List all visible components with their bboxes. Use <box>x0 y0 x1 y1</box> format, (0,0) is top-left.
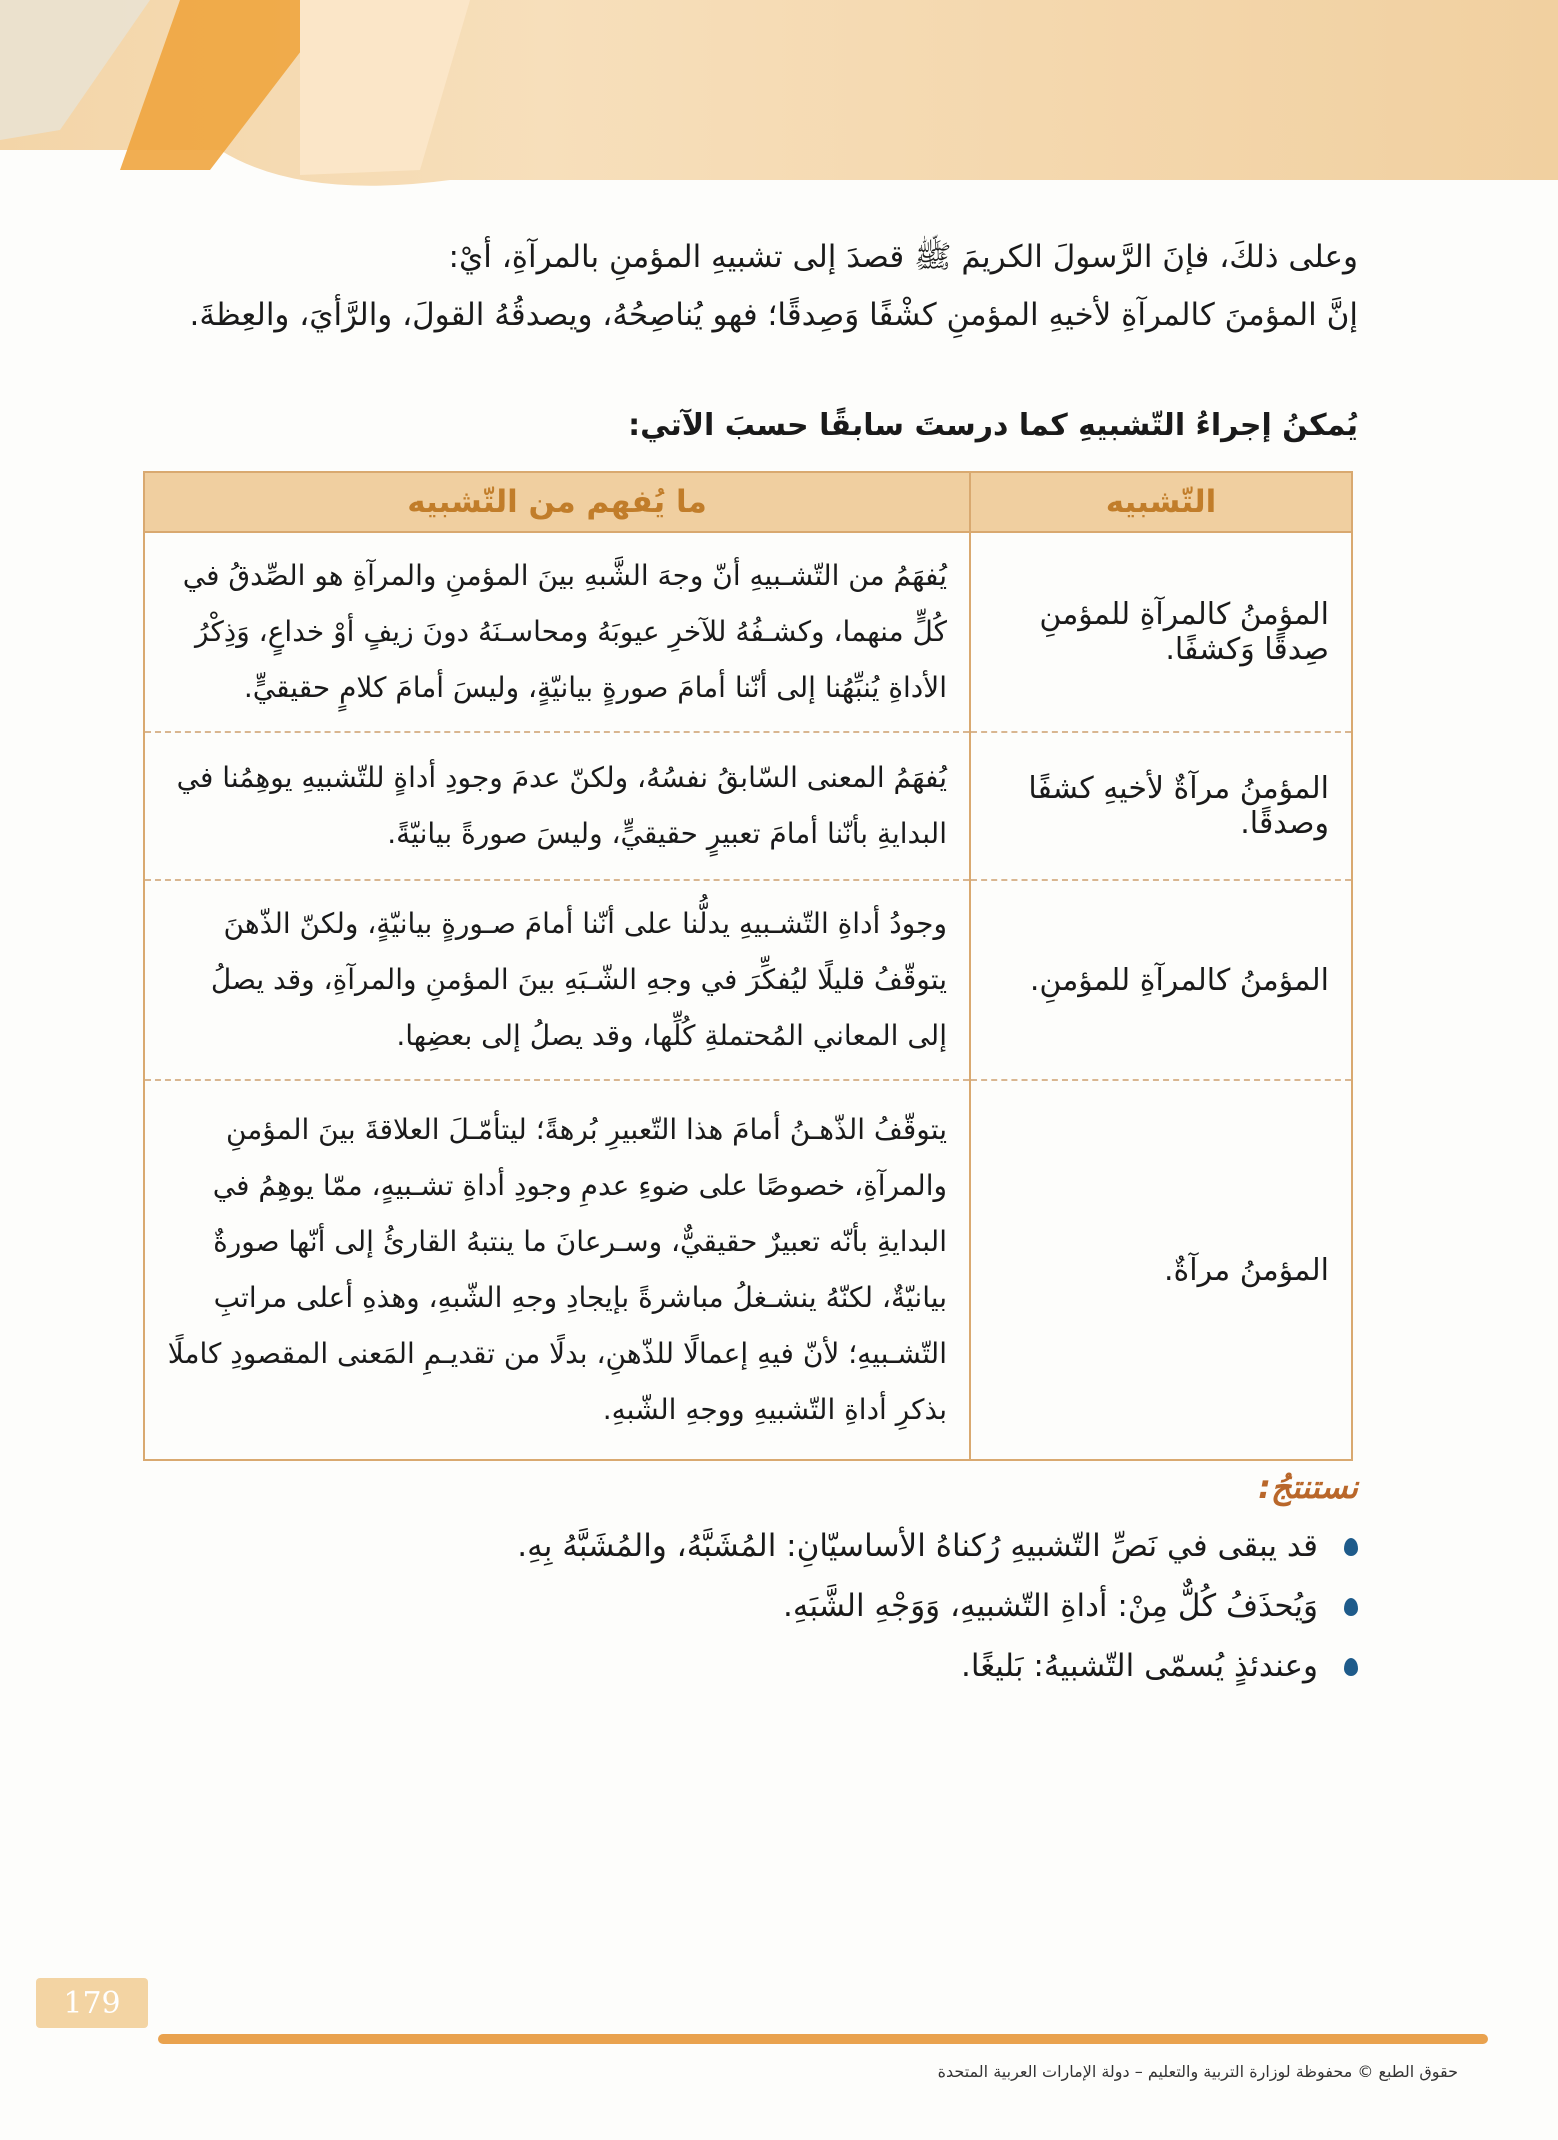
footer-divider <box>158 2034 1488 2044</box>
header-meaning: ما يُفهم من التّشبيه <box>144 472 970 532</box>
table-row <box>144 880 1352 1080</box>
row-term: المؤمنُ كالمرآةِ للمؤمنِ صِدقًا وَكشفًا. <box>970 532 1352 732</box>
row-meaning: وجودُ أداةِ التّشـبيهِ يدلُّنا على أنّنا أمامَ صـورةٍ بيانيّةٍ، ولكنّ الذّهنَ يتوقّفُ قليلًا ليُفكِّرَ في وجهِ الشّـبَهِ بينَ المؤمنِ والمرآةِ، وقد يصلُ إلى المعاني المُحتملةِ كُلِّها، وقد يصلُ إلى بعضِها. <box>144 880 970 1080</box>
intro-line-1: وعلى ذلكَ، فإنَ الرَّسولَ الكريمَ ﷺ قصدَ إلى تشبيهِ المؤمنِ بالمرآةِ، أيْ: <box>448 239 1358 275</box>
table-row <box>144 1080 1352 1460</box>
row-meaning: يُفهَمُ من التّشـبيهِ أنّ وجهَ الشَّبهِ بينَ المؤمنِ والمرآةِ هو الصِّدقُ في كُلٍّ منهما، وكشـفُهُ للآخرِ عيوبَهُ ومحاسـنَهُ دونَ زيفٍ أوْ خداعٍ، وَذِكْرُ الأداةِ يُنبِّهُنا إلى أنّنا أمامَ صورةٍ بيانيّةٍ، وليسَ أمامَ كلامٍ حقيقيٍّ. <box>144 532 970 732</box>
row-meaning: يتوقّفُ الذّهـنُ أمامَ هذا التّعبيرِ بُرهةً؛ ليتأمّـلَ العلاقةَ بينَ المؤمنِ والمرآةِ، خصوصًا على ضوءِ عدمِ وجودِ أداةِ تشـبيهٍ، ممّا يوهِمُ في البدايةِ بأنّه تعبيرٌ حقيقيٌّ، وسـرعانَ ما ينتبهُ القارئُ إلى أنّها صورةٌ بيانيّةٌ، لكنّهُ ينشـغلُ مباشرةً بإيجادِ وجهِ الشّبهِ، وهذهِ أعلى مراتبِ التّشـبيهِ؛ لأنّ فيهِ إعمالًا للذّهنِ، بدلًا من تقديـمِ المَعنى المقصودِ كاملًا بذكرِ أداةِ التّشبيهِ ووجهِ الشّبهِ. <box>144 1080 970 1460</box>
table-row <box>144 732 1352 880</box>
table-header-row <box>144 472 1352 532</box>
row-term: المؤمنُ مرآةٌ. <box>970 1080 1352 1460</box>
intro-paragraph <box>178 228 1358 344</box>
header-decoration <box>0 0 1558 200</box>
copyright-notice: حقوق الطبع © محفوظة لوزارة التربية والتعليم – دولة الإمارات العربية المتحدة <box>937 2062 1458 2081</box>
list-item <box>258 1576 1358 1636</box>
row-meaning: يُفهَمُ المعنى السّابقُ نفسُهُ، ولكنّ عدمَ وجودِ أداةٍ للتّشبيهِ يوهِمُنا في البدايةِ بأنّنا أمامَ تعبيرٍ حقيقيٍّ، وليسَ صورةً بيانيّةً. <box>144 732 970 880</box>
intro-line-2: إنَّ المؤمنَ كالمرآةِ لأخيهِ المؤمنِ كشْفًا وَصِدقًا؛ فهو يُناصِحُهُ، ويصدقُهُ القولَ، والرَّأيَ، والعِظةَ. <box>189 297 1358 333</box>
bullet-icon <box>1344 1538 1358 1556</box>
bullet-icon <box>1344 1658 1358 1676</box>
row-term: المؤمنُ مرآةٌ لأخيهِ كشفًا وصدقًا. <box>970 732 1352 880</box>
table-lead-heading: يُمكنُ إجراءُ التّشبيهِ كما درستَ سابقًا حسبَ الآتي: <box>628 408 1358 443</box>
header-term: التّشبيه <box>970 472 1352 532</box>
conclusion-title: نستنتجُ: <box>1258 1468 1358 1506</box>
row-term: المؤمنُ كالمرآةِ للمؤمنِ. <box>970 880 1352 1080</box>
conclusion-list <box>258 1516 1358 1696</box>
bullet-icon <box>1344 1598 1358 1616</box>
simile-table <box>143 471 1353 1461</box>
list-item-text: وعندئذٍ يُسمّى التّشبيهُ: بَليغًا. <box>961 1648 1318 1684</box>
table-row <box>144 532 1352 732</box>
list-item-text: وَيُحذَفُ كُلٌّ مِنْ: أداةِ التّشبيهِ، وَوَجْهِ الشَّبَهِ. <box>783 1588 1318 1624</box>
list-item <box>258 1516 1358 1576</box>
page-number: 179 <box>36 1978 148 2028</box>
list-item <box>258 1636 1358 1696</box>
conclusion-section <box>258 1468 1358 1696</box>
list-item-text: قد يبقى في نَصِّ التّشبيهِ رُكناهُ الأساسيّانِ: المُشَبَّهُ، والمُشَبَّهُ بِهِ. <box>517 1528 1318 1564</box>
